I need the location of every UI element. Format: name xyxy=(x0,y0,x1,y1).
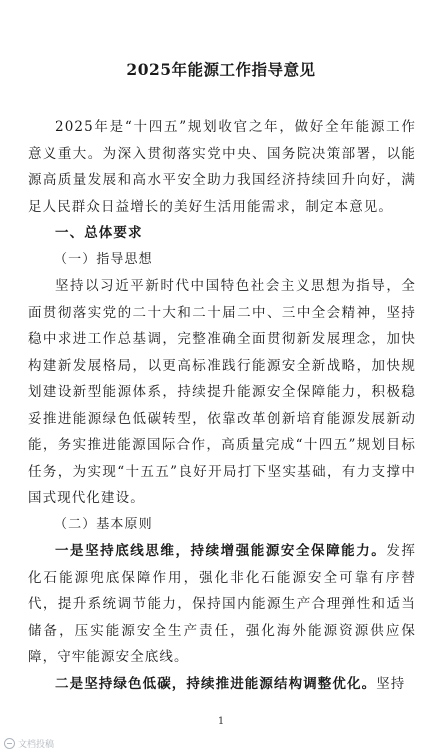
watermark-text: 文档投稿 xyxy=(18,740,55,750)
subsection-heading-guiding-ideology: （一）指导思想 xyxy=(54,251,153,267)
principle-one-body: 发挥化石能源兜底保障作用，强化非化石能源安全可靠有序替代，提升系统调节能力，保持国内能源生产合理弹性和适当储备，压实能源安全生产责任，强化海外能源资源供应保障，守牢能源安全底线。 xyxy=(28,543,417,665)
page-number: 1 xyxy=(217,716,225,727)
section-heading-general-requirements: 一、总体要求 xyxy=(55,225,143,241)
intro-paragraph: 2025年是“十四五”规划收官之年，做好全年能源工作意义重大。为深入贯彻落实党中央、国务院决策部署，以能源高质量发展和高水平安全助力我国经济持续回升向好，满足人民群众日益增长的美好生活用能需求，制定本意见。 xyxy=(28,119,416,215)
subsection-heading-basic-principles: （二）基本原则 xyxy=(54,516,153,532)
principle-two-paragraph xyxy=(28,671,416,698)
watermark xyxy=(4,737,54,750)
principle-two-lead: 二是坚持绿色低碳，持续推进能源结构调整优化。 xyxy=(55,675,377,692)
watermark-logo-icon xyxy=(4,738,15,749)
document-title: 2025年能源工作指导意见 xyxy=(126,60,316,79)
principle-two-body: 坚持 xyxy=(376,675,406,692)
guiding-ideology-paragraph: 坚持以习近平新时代中国特色社会主义思想为指导，全面贯彻落实党的二十大和二十届二中、三中全会精神，坚持稳中求进工作总基调，完整准确全面贯彻新发展理念，加快构建新发展格局，以更高标准践行能源安全新战略，加快规划建设新型能源体系，持续提升能源安全保障能力，积极稳妥推进能源绿色低碳转型，依靠改革创新培育能源发展新动能，务实推进能源国际合作，高质量完成“十四五”规划目标任务，为实现“十五五”良好开局打下坚实基础，有力支撑中国式现代化建设。 xyxy=(28,278,416,506)
principle-one-paragraph xyxy=(28,538,416,671)
principle-one-lead: 一是坚持底线思维，持续增强能源安全保障能力。 xyxy=(55,543,387,559)
document-body xyxy=(28,114,416,697)
